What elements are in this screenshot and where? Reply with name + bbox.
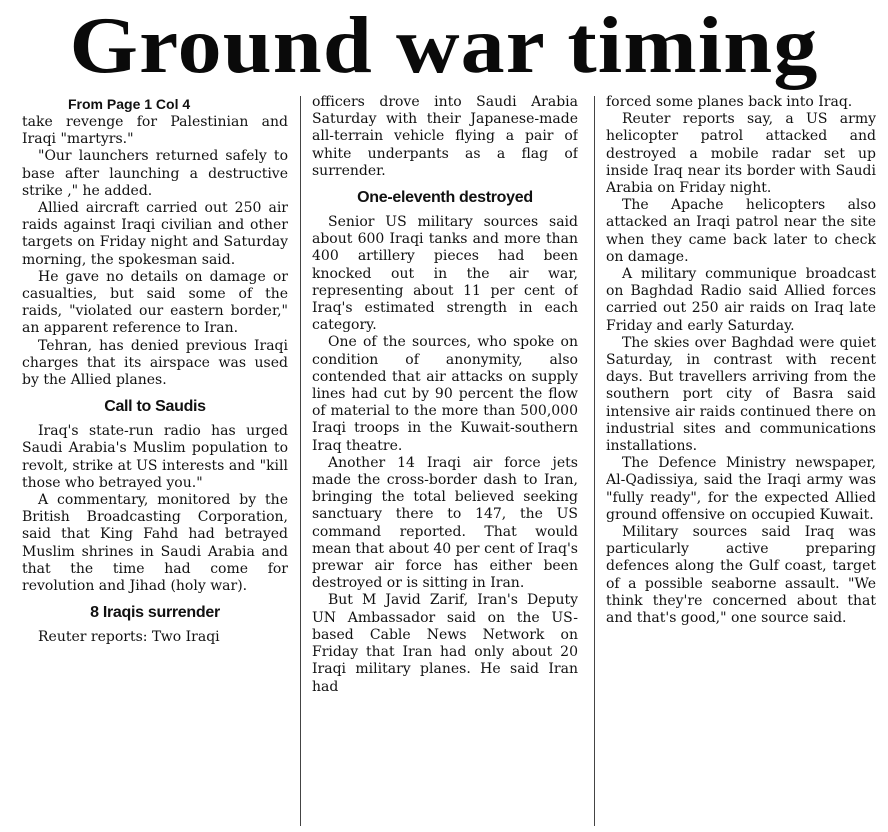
column-rule xyxy=(300,96,301,826)
paragraph: He gave no details on damage or casualties, but said some of the raids, "violated our eastern border," an apparent reference to Iran. xyxy=(22,268,288,337)
paragraph: The skies over Baghdad were quiet Saturday, in contrast with recent days. But travellers arriving from the southern port city of Basra said intensive air raids continued there on industrial sites and communications installations. xyxy=(606,334,876,455)
paragraph: "Our launchers returned safely to base after launching a destructive strike ," he added. xyxy=(22,148,288,199)
paragraph: Reuter reports say, a US army helicopter patrol attacked and destroyed a mobile radar set up inside Iraq near its border with Saudi Arabia on Friday night. xyxy=(606,111,876,197)
paragraph: Reuter reports: Two Iraqi xyxy=(38,629,220,646)
column-2 xyxy=(312,94,578,826)
column-3 xyxy=(606,94,876,826)
column-1 xyxy=(22,94,288,826)
paragraph: Another 14 Iraqi air force jets made the cross-border dash to Iran, bringing the total believed seeking sanctuary there to 147, the US command reported. That would mean that about 40 per cent of Iraq's prewar air force has either been destroyed or is sitting in Iran. xyxy=(312,454,578,592)
paragraph: Senior US military sources said about 600 Iraqi tanks and more than 400 artillery pieces had been knocked out in the air war, representing about 11 per cent of Iraq's estimated strength in each category. xyxy=(312,214,578,334)
subheading: One-eleventh destroyed xyxy=(357,189,533,207)
paragraph: But M Javid Zarif, Iran's Deputy UN Ambassador said on the US-based Cable News Network on Friday that Iran had only about 20 Iraqi military planes. He said Iran had xyxy=(312,592,578,695)
headline: Ground war timing xyxy=(69,2,819,90)
subheading: 8 Iraqis surrender xyxy=(90,604,220,622)
paragraph: One of the sources, who spoke on condition of anonymity, also contended that air attacks on supply lines had cut by 90 percent the flow of material to the more than 500,000 Iraqi troops in the Kuwait-southern Iraq theatre. xyxy=(312,334,578,454)
paragraph: Tehran, has denied previous Iraqi charges that its airspace was used by the Allied planes. xyxy=(22,337,288,389)
subheading: Call to Saudis xyxy=(104,398,206,416)
paragraph: Military sources said Iraq was particularly active preparing defences along the Gulf coast, target of a possible seaborne assault. "We think they're concerned about that and that's good," one source said. xyxy=(606,524,876,627)
column-rule xyxy=(594,96,595,826)
paragraph: Allied aircraft carried out 250 air raids against Iraqi civilian and other targets on Friday night and Saturday morning, the spokesman said. xyxy=(22,200,288,268)
paragraph: forced some planes back into Iraq. xyxy=(606,94,853,110)
continuation-line: From Page 1 Col 4 xyxy=(68,96,191,112)
paragraph: Iraq's state-run radio has urged Saudi Arabia's Muslim population to revolt, strike at US interests and "kill those who betrayed you." xyxy=(22,423,288,491)
paragraph: A military communique broadcast on Baghdad Radio said Allied forces carried out 250 air raids on Iraq late Friday and early Saturday. xyxy=(606,266,876,334)
paragraph: A commentary, monitored by the British Broadcasting Corporation, said that King Fahd had betrayed Muslim shrines in Saudi Arabia and that the time had come for revolution and Jihad (holy war). xyxy=(22,492,288,595)
paragraph: The Defence Ministry newspaper, Al-Qadissiya, said the Iraqi army was "fully ready", for the expected Allied ground offensive on occupied Kuwait. xyxy=(606,455,876,523)
paragraph: take revenge for Palestinian and Iraqi "martyrs." xyxy=(22,114,288,148)
paragraph: officers drove into Saudi Arabia Saturday with their Japanese-made all-terrain vehicle flying a pair of white underpants as a flag of surrender. xyxy=(312,94,578,179)
paragraph: The Apache helicopters also attacked an Iraqi patrol near the site when they came back later to check on damage. xyxy=(606,197,876,265)
